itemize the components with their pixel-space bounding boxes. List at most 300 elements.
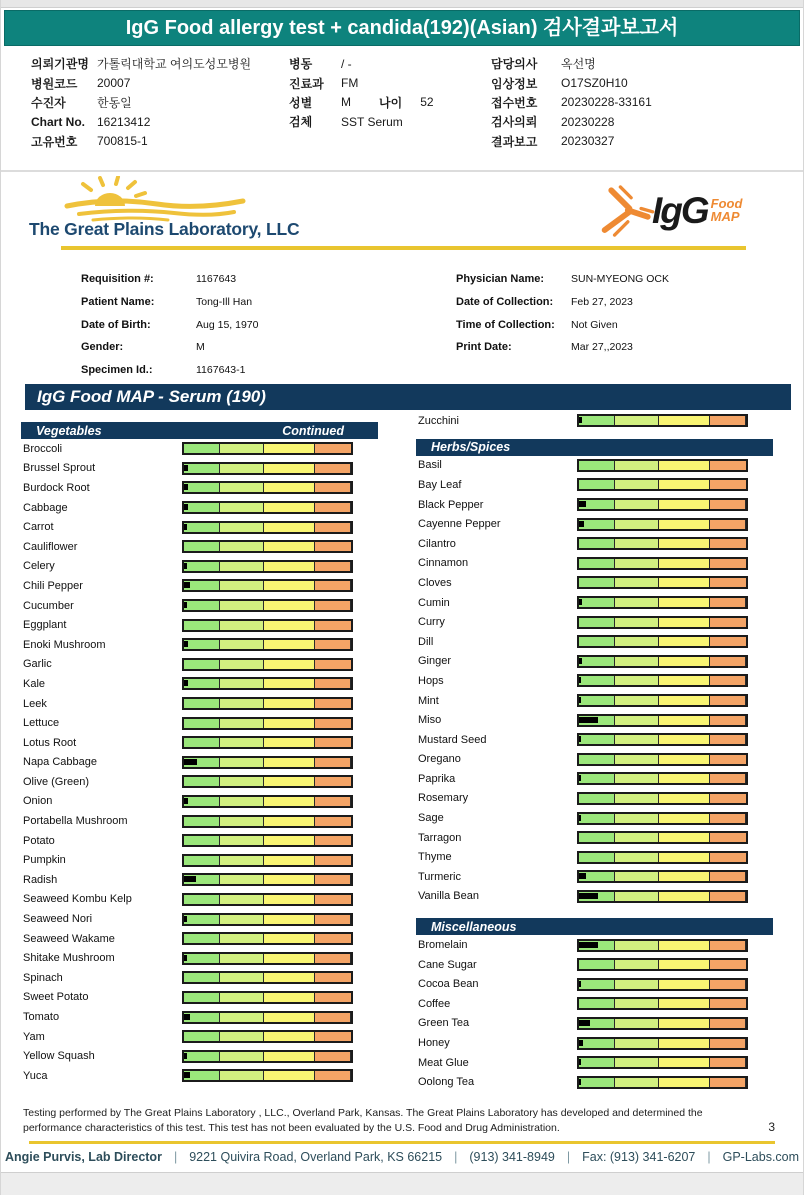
orange-zone-segment — [710, 853, 746, 862]
yellow-zone-segment — [659, 559, 710, 568]
igg-logo-text: IgG — [652, 190, 708, 231]
orange-zone-segment — [710, 416, 746, 425]
orange-zone-segment — [315, 464, 351, 473]
green-zone-segment — [579, 794, 615, 803]
orange-zone-segment — [315, 542, 351, 551]
yellow-zone-segment — [659, 520, 710, 529]
food-row — [416, 573, 773, 593]
food-row — [416, 730, 773, 750]
orange-zone-segment — [710, 598, 746, 607]
orange-zone-segment — [315, 444, 351, 453]
food-row — [21, 831, 378, 851]
result-bar — [577, 1076, 748, 1089]
patient-field-value: 16213412 — [97, 114, 151, 129]
food-row — [21, 909, 378, 929]
green-zone-segment — [184, 934, 220, 943]
yellow-green-zone-segment — [220, 640, 264, 649]
yellow-zone-segment — [659, 960, 710, 969]
result-bar — [577, 772, 748, 785]
yellow-green-zone-segment — [220, 758, 264, 767]
yellow-zone-segment — [659, 500, 710, 509]
result-bar — [182, 599, 353, 612]
yellow-zone-segment — [659, 999, 710, 1008]
result-bar — [182, 854, 353, 867]
orange-zone-segment — [315, 915, 351, 924]
yellow-green-zone-segment — [615, 559, 659, 568]
requisition-left-col — [81, 268, 258, 381]
result-bar — [182, 560, 353, 573]
result-marker — [579, 942, 598, 948]
yellow-zone-segment — [264, 601, 315, 610]
food-row — [416, 1014, 773, 1034]
yellow-zone-segment — [264, 621, 315, 630]
yellow-green-zone-segment — [220, 797, 264, 806]
footer-item: GP-Labs.com — [722, 1150, 800, 1164]
orange-zone-segment — [710, 676, 746, 685]
food-row — [416, 935, 773, 955]
result-bar — [182, 932, 353, 945]
green-zone-segment — [579, 637, 615, 646]
food-row — [21, 870, 378, 890]
result-marker — [579, 501, 586, 507]
result-bar — [577, 1037, 748, 1050]
top-strip — [1, 0, 803, 8]
orange-zone-segment — [710, 1039, 746, 1048]
patient-field-value: / - — [341, 56, 352, 71]
food-label: Garlic — [23, 658, 52, 671]
patient-field-value: M — [341, 95, 351, 110]
yellow-green-zone-segment — [615, 1019, 659, 1028]
result-bar — [182, 893, 353, 906]
food-label: Lotus Root — [23, 736, 77, 749]
yellow-zone-segment — [264, 817, 315, 826]
yellow-zone-segment — [659, 716, 710, 725]
yellow-zone-segment — [264, 660, 315, 669]
patient-field-label: 병원코드 — [31, 76, 78, 91]
food-row — [21, 988, 378, 1008]
orange-zone-segment — [315, 719, 351, 728]
patient-field-value: FM — [341, 76, 359, 91]
yellow-zone-segment — [264, 483, 315, 492]
patient-field-label: 고유번호 — [31, 134, 78, 149]
result-bar — [182, 775, 353, 788]
green-zone-segment — [579, 598, 615, 607]
result-bar — [577, 557, 748, 570]
requisition-value: SUN-MYEONG OCK — [571, 273, 670, 286]
yellow-zone-segment — [264, 679, 315, 688]
patient-field-label: 검체 — [289, 115, 313, 130]
food-row — [416, 554, 773, 574]
result-marker — [184, 602, 187, 608]
food-row — [21, 792, 378, 812]
patient-field-value: 20230228-33161 — [561, 95, 652, 110]
section-title-banner — [25, 384, 791, 410]
yellow-green-zone-segment — [220, 464, 264, 473]
green-zone-segment — [184, 1052, 220, 1061]
food-row — [21, 635, 378, 655]
yellow-green-zone-segment — [220, 856, 264, 865]
requisition-label: Gender: — [81, 341, 124, 354]
yellow-zone-segment — [264, 758, 315, 767]
result-bar — [577, 978, 748, 991]
orange-zone-segment — [710, 461, 746, 470]
patient-field-row — [31, 132, 251, 151]
result-marker — [579, 1040, 583, 1046]
food-row — [21, 713, 378, 733]
green-zone-segment — [184, 640, 220, 649]
green-zone-segment — [579, 578, 615, 587]
requisition-row — [81, 359, 258, 382]
result-bar — [577, 851, 748, 864]
result-marker — [579, 717, 598, 723]
food-row — [21, 929, 378, 949]
yellow-zone-segment — [264, 1071, 315, 1080]
result-bar — [182, 658, 353, 671]
orange-zone-segment — [315, 1032, 351, 1041]
vegetables-header-label: Vegetables — [36, 423, 102, 438]
food-row — [21, 1027, 378, 1047]
patient-field-row — [31, 73, 251, 92]
food-label: Leek — [23, 697, 47, 710]
requisition-value: 1167643-1 — [196, 364, 246, 377]
green-zone-segment — [184, 954, 220, 963]
green-zone-segment — [184, 856, 220, 865]
orange-zone-segment — [710, 960, 746, 969]
food-label: Cane Sugar — [418, 958, 477, 971]
yellow-green-zone-segment — [220, 523, 264, 532]
food-row — [416, 710, 773, 730]
footer-item: 9221 Quivira Road, Overland Park, KS 66215 — [189, 1150, 443, 1164]
result-bar — [577, 414, 748, 427]
patient-field-label: 병동 — [289, 57, 313, 72]
yellow-green-zone-segment — [220, 679, 264, 688]
orange-zone-segment — [710, 480, 746, 489]
result-bar — [182, 795, 353, 808]
green-zone-segment — [184, 1032, 220, 1041]
yellow-green-zone-segment — [615, 853, 659, 862]
yellow-green-zone-segment — [220, 719, 264, 728]
yellow-zone-segment — [659, 1019, 710, 1028]
green-zone-segment — [184, 973, 220, 982]
food-label: Cabbage — [23, 501, 68, 514]
yellow-zone-segment — [264, 973, 315, 982]
green-zone-segment — [184, 777, 220, 786]
orange-zone-segment — [710, 1019, 746, 1028]
footer-separator: | — [707, 1150, 711, 1164]
requisition-row — [456, 313, 669, 336]
yellow-zone-segment — [659, 941, 710, 950]
result-marker — [184, 524, 187, 530]
yellow-zone-segment — [659, 892, 710, 901]
food-label: Eggplant — [23, 619, 67, 632]
green-zone-segment — [184, 660, 220, 669]
yellow-green-zone-segment — [615, 794, 659, 803]
requisition-row — [456, 268, 669, 291]
requisition-row — [456, 291, 669, 314]
yellow-zone-segment — [659, 637, 710, 646]
yellow-zone-segment — [264, 1032, 315, 1041]
green-zone-segment — [579, 520, 615, 529]
orange-zone-segment — [315, 895, 351, 904]
result-bar — [577, 1056, 748, 1069]
yellow-green-zone-segment — [220, 817, 264, 826]
patient-field-value: O17SZ0H10 — [561, 76, 628, 91]
green-zone-segment — [184, 817, 220, 826]
result-marker — [184, 582, 190, 588]
result-bar — [182, 1011, 353, 1024]
food-row — [416, 593, 773, 613]
result-bar — [182, 579, 353, 592]
yellow-zone-segment — [264, 915, 315, 924]
food-label: Rosemary — [418, 792, 469, 805]
food-label: Mint — [418, 694, 439, 707]
yellow-zone-segment — [659, 814, 710, 823]
yellow-zone-segment — [659, 618, 710, 627]
yellow-zone-segment — [659, 657, 710, 666]
food-label: Tarragon — [418, 831, 462, 844]
result-marker — [579, 893, 598, 899]
yellow-green-zone-segment — [220, 1071, 264, 1080]
green-zone-segment — [184, 679, 220, 688]
orange-zone-segment — [710, 500, 746, 509]
lab-director-name: Angie Purvis, Lab Director — [4, 1150, 162, 1164]
yellow-zone-segment — [264, 503, 315, 512]
food-row — [416, 887, 773, 907]
green-zone-segment — [184, 719, 220, 728]
green-zone-segment — [579, 1078, 615, 1087]
green-zone-segment — [579, 833, 615, 842]
yellow-green-zone-segment — [615, 755, 659, 764]
green-zone-segment — [184, 915, 220, 924]
green-zone-segment — [579, 755, 615, 764]
green-zone-segment — [579, 657, 615, 666]
food-label: Meat Glue — [418, 1056, 469, 1069]
yellow-zone-segment — [264, 1052, 315, 1061]
result-bar — [182, 971, 353, 984]
requisition-label: Physician Name: — [456, 273, 545, 286]
orange-zone-segment — [315, 581, 351, 590]
result-marker — [184, 563, 187, 569]
orange-zone-segment — [710, 872, 746, 881]
report-title: IgG Food allergy test + candida(192)(Asian) 검사결과보고서 — [125, 17, 679, 39]
yellow-green-zone-segment — [220, 895, 264, 904]
yellow-zone-segment — [659, 539, 710, 548]
yellow-green-zone-segment — [220, 562, 264, 571]
orange-zone-segment — [710, 578, 746, 587]
food-label: Cocoa Bean — [418, 978, 479, 991]
patient-field-row — [31, 54, 251, 73]
yellow-green-zone-segment — [615, 980, 659, 989]
green-zone-segment — [184, 621, 220, 630]
food-row — [21, 576, 378, 596]
result-bar — [577, 733, 748, 746]
requisition-row — [81, 313, 258, 336]
requisition-value: Aug 15, 1970 — [196, 318, 259, 331]
yellow-zone-segment — [264, 993, 315, 1002]
orange-zone-segment — [710, 1078, 746, 1087]
food-label: Ginger — [418, 655, 452, 668]
yellow-green-zone-segment — [220, 601, 264, 610]
result-bar — [182, 756, 353, 769]
yellow-zone-segment — [659, 416, 710, 425]
patient-field-value: 옥선명 — [561, 57, 596, 72]
orange-zone-segment — [315, 523, 351, 532]
food-label: Olive (Green) — [23, 775, 90, 788]
green-zone-segment — [579, 539, 615, 548]
food-row — [21, 753, 378, 773]
green-zone-segment — [184, 895, 220, 904]
result-bar — [182, 1030, 353, 1043]
food-label: Green Tea — [418, 1017, 470, 1030]
food-label: Zucchini — [418, 414, 459, 427]
result-bar — [182, 736, 353, 749]
orange-zone-segment — [315, 993, 351, 1002]
food-row — [416, 411, 773, 431]
section-title: IgG Food MAP - Serum (190) — [37, 387, 266, 406]
patient-field-row — [491, 132, 652, 151]
food-row — [21, 459, 378, 479]
result-marker — [184, 955, 187, 961]
result-marker — [579, 815, 581, 821]
patient-header-col1 — [31, 54, 251, 151]
result-bar — [577, 694, 748, 707]
patient-field-row — [491, 54, 652, 73]
yellow-green-zone-segment — [615, 716, 659, 725]
food-label: Portabella Mushroom — [23, 815, 128, 828]
result-bar — [577, 831, 748, 844]
result-bar — [577, 655, 748, 668]
food-row — [21, 850, 378, 870]
green-zone-segment — [184, 797, 220, 806]
vegetables-column — [21, 409, 378, 1086]
result-bar — [577, 753, 748, 766]
continued-label: Continued — [282, 423, 344, 438]
lab-name: The Great Plains Laboratory, LLC — [29, 219, 300, 239]
food-row — [21, 890, 378, 910]
yellow-zone-segment — [659, 755, 710, 764]
yellow-zone-segment — [264, 542, 315, 551]
food-label: Shitake Mushroom — [23, 952, 115, 965]
orange-zone-segment — [315, 1052, 351, 1061]
food-row — [21, 596, 378, 616]
yellow-zone-segment — [264, 954, 315, 963]
patient-field-value: 가톨릭대학교 여의도성모병원 — [97, 57, 252, 72]
food-label: Spinach — [23, 971, 63, 984]
orange-zone-segment — [710, 1058, 746, 1067]
green-zone-segment — [579, 696, 615, 705]
result-marker — [184, 1053, 187, 1059]
food-row — [416, 847, 773, 867]
food-label: Onion — [23, 795, 53, 808]
food-label: Seaweed Kombu Kelp — [23, 893, 132, 906]
food-label: Lettuce — [23, 717, 60, 730]
result-marker — [579, 981, 581, 987]
yellow-green-zone-segment — [220, 542, 264, 551]
patient-field-row — [491, 112, 652, 131]
green-zone-segment — [184, 738, 220, 747]
orange-zone-segment — [315, 836, 351, 845]
result-bar — [182, 913, 353, 926]
yellow-green-zone-segment — [220, 660, 264, 669]
orange-zone-segment — [315, 679, 351, 688]
yellow-green-zone-segment — [615, 461, 659, 470]
result-bar — [577, 870, 748, 883]
yellow-green-zone-segment — [615, 520, 659, 529]
yellow-green-zone-segment — [615, 480, 659, 489]
result-bar — [577, 714, 748, 727]
orange-zone-segment — [710, 999, 746, 1008]
yellow-zone-segment — [264, 738, 315, 747]
green-zone-segment — [184, 562, 220, 571]
result-bar — [182, 697, 353, 710]
yellow-green-zone-segment — [220, 581, 264, 590]
yellow-zone-segment — [659, 794, 710, 803]
footer-item: (913) 341-8949 — [469, 1150, 555, 1164]
result-bar — [182, 677, 353, 690]
food-row — [416, 789, 773, 809]
food-row — [21, 811, 378, 831]
yellow-green-zone-segment — [615, 578, 659, 587]
green-zone-segment — [579, 814, 615, 823]
section-header-label: Miscellaneous — [431, 919, 517, 934]
orange-zone-segment — [710, 696, 746, 705]
food-label: Carrot — [23, 521, 54, 534]
patient-field-value: 20230228 — [561, 114, 615, 129]
food-label: Kale — [23, 677, 46, 690]
food-label: Tomato — [23, 1011, 60, 1024]
right-column — [416, 409, 773, 1092]
result-bar — [577, 1017, 748, 1030]
food-label: Basil — [418, 459, 442, 472]
patient-field-label: Chart No. — [31, 114, 85, 129]
food-label: Seaweed Nori — [23, 913, 93, 926]
yellow-zone-segment — [659, 480, 710, 489]
food-label: Broccoli — [23, 442, 63, 455]
requisition-label: Requisition #: — [81, 273, 154, 286]
food-row — [21, 733, 378, 753]
yellow-green-zone-segment — [615, 637, 659, 646]
yellow-green-zone-segment — [220, 483, 264, 492]
orange-zone-segment — [315, 817, 351, 826]
green-zone-segment — [579, 774, 615, 783]
requisition-block — [1, 268, 803, 380]
yellow-green-zone-segment — [220, 993, 264, 1002]
result-marker — [579, 417, 582, 423]
yellow-green-zone-segment — [220, 444, 264, 453]
result-bar — [577, 890, 748, 903]
result-marker — [579, 775, 581, 781]
yellow-zone-segment — [659, 598, 710, 607]
food-label: Black Pepper — [418, 498, 484, 511]
food-label: Sweet Potato — [23, 991, 89, 1004]
green-zone-segment — [579, 618, 615, 627]
food-row — [416, 1053, 773, 1073]
food-row — [416, 514, 773, 534]
requisition-label: Date of Collection: — [456, 296, 554, 309]
footer-gold-rule — [29, 1141, 775, 1144]
yellow-green-zone-segment — [615, 735, 659, 744]
orange-zone-segment — [710, 716, 746, 725]
header-divider — [1, 170, 803, 172]
food-row — [21, 517, 378, 537]
green-zone-segment — [579, 735, 615, 744]
yellow-zone-segment — [659, 980, 710, 989]
orange-zone-segment — [710, 941, 746, 950]
food-row — [416, 495, 773, 515]
requisition-right-col — [456, 268, 669, 359]
food-row — [21, 772, 378, 792]
food-label: Celery — [23, 560, 55, 573]
